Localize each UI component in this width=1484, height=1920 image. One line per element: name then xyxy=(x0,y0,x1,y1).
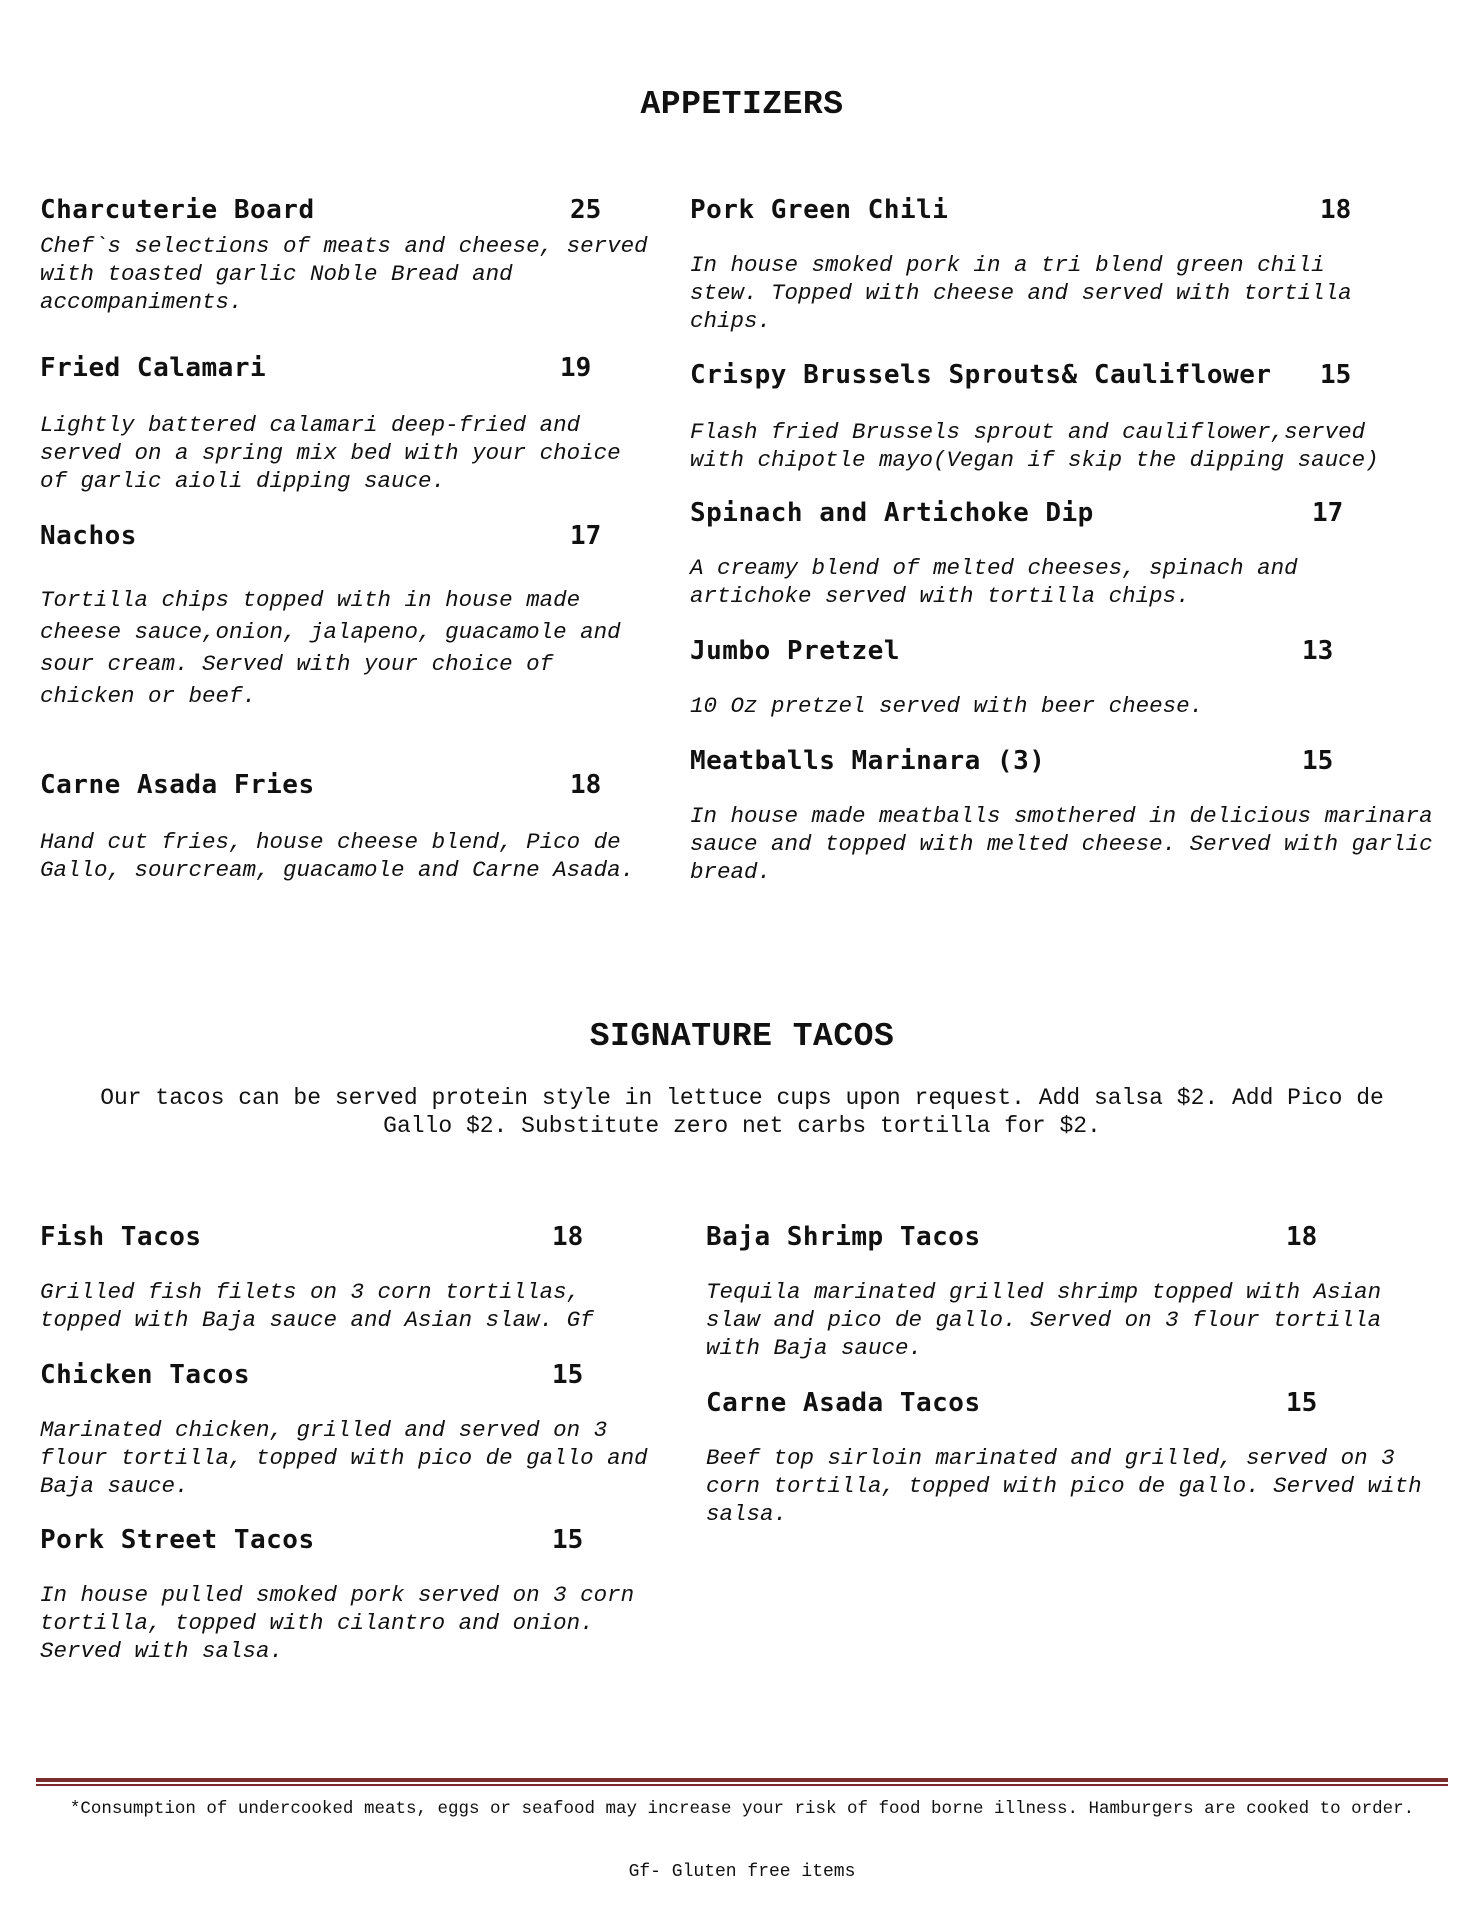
item-name: Baja Shrimp Tacos xyxy=(706,1222,981,1252)
item-name: Nachos xyxy=(40,521,137,551)
item-description: Tortilla chips topped with in house made cheese sauce,onion, jalapeno, guacamole and sour cream. Served with your choice of chicken or beef. xyxy=(40,587,621,709)
item-price: 18 xyxy=(552,1222,584,1252)
item-description: In house smoked pork in a tri blend green chili stew. Topped with cheese and served with tortilla chips. xyxy=(690,252,1352,334)
item-description: Tequila marinated grilled shrimp topped with Asian slaw and pico de gallo. Served on 3 flour tortilla with Baja sauce. xyxy=(706,1279,1382,1361)
item-price: 19 xyxy=(560,353,592,383)
item-description: Flash fried Brussels sprout and cauliflower,served with chipotle mayo(Vegan if skip the dipping sauce) xyxy=(690,419,1379,473)
item-name: Pork Green Chili xyxy=(690,195,949,225)
item-name: Fried Calamari xyxy=(40,353,267,383)
item-price: 15 xyxy=(552,1360,584,1390)
item-price: 25 xyxy=(570,195,602,225)
item-price: 15 xyxy=(1286,1388,1318,1418)
item-description: 10 Oz pretzel served with beer cheese. xyxy=(690,693,1204,719)
item-price: 18 xyxy=(570,770,602,800)
item-description: Marinated chicken, grilled and served on 3 flour tortilla, topped with pico de gallo and Baja sauce. xyxy=(40,1417,648,1499)
item-price: 13 xyxy=(1302,636,1334,666)
item-description: Grilled fish filets on 3 corn tortillas, topped with Baja sauce and Asian slaw. Gf xyxy=(40,1279,594,1333)
item-price: 15 xyxy=(1320,360,1352,390)
item-description: Chef`s selections of meats and cheese, served with toasted garlic Noble Bread and accompaniments. xyxy=(40,233,648,315)
signature-tacos-title: SIGNATURE TACOS xyxy=(589,1018,895,1055)
item-name: Carne Asada Tacos xyxy=(706,1388,981,1418)
item-name: Charcuterie Board xyxy=(40,195,315,225)
item-description: In house made meatballs smothered in delicious marinara sauce and topped with melted cheese. Served with garlic bread. xyxy=(690,803,1433,885)
item-price: 18 xyxy=(1320,195,1352,225)
item-price: 18 xyxy=(1286,1222,1318,1252)
item-name: Meatballs Marinara (3) xyxy=(690,746,1046,776)
item-name: Pork Street Tacos xyxy=(40,1525,315,1555)
footer-divider-thick xyxy=(36,1778,1448,1782)
item-description: Hand cut fries, house cheese blend, Pico de Gallo, sourcream, guacamole and Carne Asada. xyxy=(40,829,635,883)
item-description: In house pulled smoked pork served on 3 corn tortilla, topped with cilantro and onion. Served with salsa. xyxy=(40,1582,635,1664)
item-description: Beef top sirloin marinated and grilled, served on 3 corn tortilla, topped with pico de gallo. Served with salsa. xyxy=(706,1445,1422,1527)
item-price: 15 xyxy=(552,1525,584,1555)
item-name: Crispy Brussels Sprouts& Cauliflower xyxy=(690,360,1272,390)
appetizers-title: APPETIZERS xyxy=(640,86,844,123)
item-name: Fish Tacos xyxy=(40,1222,202,1252)
item-name: Spinach and Artichoke Dip xyxy=(690,498,1094,528)
item-description: A creamy blend of melted cheeses, spinach and artichoke served with tortilla chips. xyxy=(690,555,1298,609)
item-name: Carne Asada Fries xyxy=(40,770,315,800)
item-price: 17 xyxy=(570,521,602,551)
item-price: 17 xyxy=(1312,498,1344,528)
gluten-free-note: Gf- Gluten free items xyxy=(628,1862,856,1882)
item-name: Chicken Tacos xyxy=(40,1360,250,1390)
item-price: 15 xyxy=(1302,746,1334,776)
footer-divider-thin xyxy=(36,1784,1448,1786)
item-description: Lightly battered calamari deep-fried and served on a spring mix bed with your choice of garlic aioli dipping sauce. xyxy=(40,412,621,494)
food-safety-disclaimer: *Consumption of undercooked meats, eggs or seafood may increase your risk of food borne illness. Hamburgers are cooked to order. xyxy=(69,1799,1415,1819)
tacos-note: Our tacos can be served protein style in lettuce cups upon request. Add salsa $2. Add Pico de Gallo $2. Substitute zero net carbs tortilla for $2. xyxy=(100,1085,1384,1139)
item-name: Jumbo Pretzel xyxy=(690,636,900,666)
